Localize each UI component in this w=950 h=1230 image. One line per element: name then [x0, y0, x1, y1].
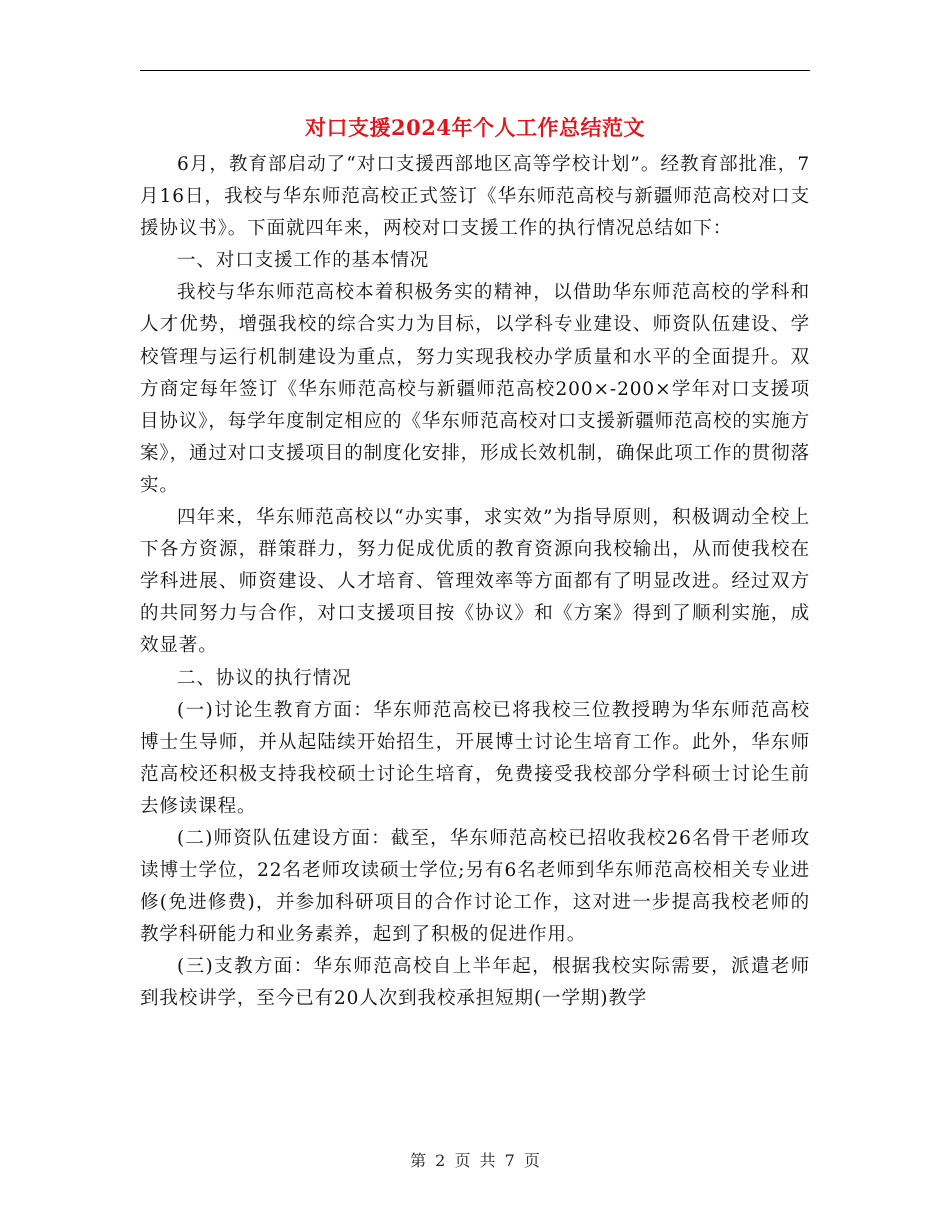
paragraph-intro: 6月，教育部启动了“对口支援西部地区高等学校计划”。经教育部批准，7月16日，我校与华东师范高校正式签订《华东师范高校与新疆师范高校对口支援协议书》。下面就四年来，两校对口支援工作的执行情况总结如下：: [140, 154, 810, 240]
paragraph-graduate-education: (一)讨论生教育方面：华东师范高校已将我校三位教授聘为华东师范高校博士生导师，并从起陆续开始招生，开展博士讨论生培育工作。此外，华东师范高校还积极支持我校硕士讨论生培育，免费接受我校部分学科硕士讨论生前去修读课程。: [140, 699, 810, 817]
paragraph-basic-situation: 我校与华东师范高校本着积极务实的精神，以借助华东师范高校的学科和人才优势，增强我校的综合实力为目标，以学科专业建设、师资队伍建设、学校管理与运行机制建设为重点，努力实现我校办学质量和水平的全面提升。双方商定每年签订《华东师范高校与新疆师范高校200×-200×学年对口支援项目协议》，每学年度制定相应的《华东师范高校对口支援新疆师范高校的实施方案》，通过对口支援项目的制度化安排，形成长效机制，确保此项工作的贯彻落实。: [140, 282, 810, 496]
paragraph-faculty-building: (二)师资队伍建设方面：截至，华东师范高校已招收我校26名骨干老师攻读博士学位，22名老师攻读硕士学位;另有6名老师到华东师范高校相关专业进修(免进修费)，并参加科研项目的合作讨论工作，这对进一步提高我校老师的教学科研能力和业务素养，起到了积极的促进作用。: [140, 827, 810, 946]
paragraph-four-years: 四年来，华东师范高校以“办实事，求实效”为指导原则，积极调动全校上下各方资源，群策群力，努力促成优质的教育资源向我校输出，从而使我校在学科进展、师资建设、人才培育、管理效率等方面都有了明显改进。经过双方的共同努力与合作，对口支援项目按《协议》和《方案》得到了顺利实施，成效显著。: [140, 507, 810, 657]
page-number: 第 2 页 共 7 页: [410, 1151, 540, 1170]
header-rule: [140, 70, 810, 71]
document-title: 对口支援2024年个人工作总结范文: [305, 115, 645, 140]
paragraph-teaching-support: (三)支教方面：华东师范高校自上半年起，根据我校实际需要，派遣老师到我校讲学，至今已有20人次到我校承担短期(一学期)教学: [140, 956, 810, 1010]
document-body: [140, 149, 810, 1016]
section-heading-execution: 二、协议的执行情况: [177, 667, 352, 689]
section-heading-basic-situation: 一、对口支援工作的基本情况: [177, 250, 430, 272]
